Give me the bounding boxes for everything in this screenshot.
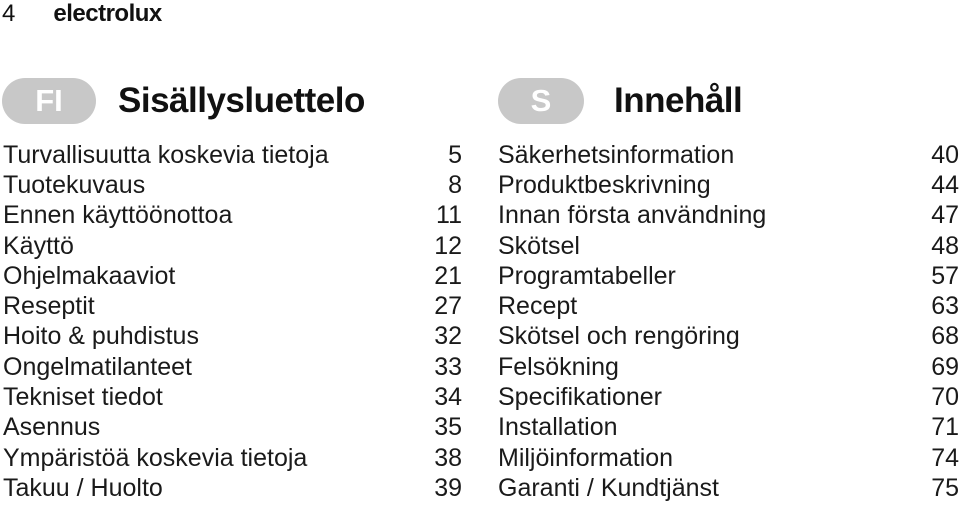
toc-entry-page-number: 33 (434, 352, 462, 381)
page-number: 4 (2, 0, 16, 27)
toc-entry-page-number: 69 (931, 352, 959, 381)
toc-entry-page-number: 47 (931, 201, 959, 230)
toc-entry-page-number: 34 (434, 383, 462, 412)
toc-entry-page-number: 63 (931, 292, 959, 321)
toc-list-fi (0, 140, 462, 504)
toc-entry-page-number: 68 (931, 322, 959, 351)
toc-entry-page-number: 74 (931, 443, 959, 472)
toc-entry (0, 443, 462, 473)
language-badge-s: S (498, 78, 584, 124)
toc-entry (0, 473, 462, 503)
toc-entry-page-number: 40 (931, 140, 959, 169)
toc-entry-label: Specifikationer (498, 383, 662, 412)
toc-entry-page-number: 48 (931, 231, 959, 260)
toc-entry (498, 291, 959, 321)
language-badge-fi: FI (2, 78, 96, 124)
toc-entry-page-number: 32 (434, 322, 462, 351)
toc-entry-label: Produktbeskrivning (498, 170, 711, 199)
section-heading-s (498, 77, 742, 125)
toc-entry (498, 443, 959, 473)
toc-entry-label: Programtabeller (498, 261, 676, 290)
toc-entry-page-number: 8 (448, 170, 462, 199)
toc-entry (0, 291, 462, 321)
toc-list-s (498, 140, 959, 504)
toc-entry (0, 140, 462, 170)
toc-entry-page-number: 70 (931, 383, 959, 412)
toc-entry (498, 231, 959, 261)
section-title-s: Innehåll (614, 81, 743, 120)
toc-entry-label: Skötsel och rengöring (498, 322, 740, 351)
toc-entry (498, 261, 959, 291)
toc-entry (498, 201, 959, 231)
toc-entry-label: Käyttö (3, 231, 74, 260)
toc-entry-page-number: 57 (931, 261, 959, 290)
toc-entry-label: Felsökning (498, 352, 619, 381)
toc-entry-label: Tekniset tiedot (3, 383, 163, 412)
toc-entry-page-number: 39 (434, 473, 462, 502)
toc-entry-label: Ohjelmakaaviot (3, 261, 176, 290)
toc-entry-label: Miljöinformation (498, 443, 674, 472)
toc-entry (498, 322, 959, 352)
toc-entry-label: Ennen käyttöönottoa (3, 201, 233, 230)
toc-entry-page-number: 71 (931, 413, 959, 442)
section-heading-fi (0, 77, 365, 125)
page-header (0, 0, 162, 34)
toc-entry (0, 322, 462, 352)
toc-entry-page-number: 27 (434, 292, 462, 321)
toc-entry-label: Ympäristöä koskevia tietoja (3, 443, 308, 472)
toc-entry-label: Garanti / Kundtjänst (498, 473, 719, 502)
toc-entry (0, 261, 462, 291)
toc-entry (498, 382, 959, 412)
toc-entry-page-number: 38 (434, 443, 462, 472)
toc-entry-label: Hoito & puhdistus (3, 322, 199, 351)
toc-entry-label: Reseptit (3, 292, 95, 321)
toc-entry-page-number: 12 (434, 231, 462, 260)
toc-entry-label: Säkerhetsinformation (498, 140, 735, 169)
toc-entry (498, 473, 959, 503)
toc-entry-page-number: 11 (436, 201, 462, 230)
toc-entry-label: Takuu / Huolto (3, 473, 163, 502)
toc-entry-page-number: 21 (434, 261, 462, 290)
toc-entry (498, 170, 959, 200)
toc-entry-page-number: 35 (434, 413, 462, 442)
toc-entry (498, 352, 959, 382)
toc-entry-label: Ongelmatilanteet (3, 352, 193, 381)
toc-entry-label: Skötsel (498, 231, 580, 260)
toc-entry-label: Innan första användning (498, 201, 767, 230)
toc-entry (0, 382, 462, 412)
toc-entry (0, 352, 462, 382)
toc-entry-label: Recept (498, 292, 578, 321)
toc-entry-label: Turvallisuutta koskevia tietoja (3, 140, 329, 169)
toc-entry (0, 231, 462, 261)
section-title-fi: Sisällysluettelo (118, 81, 365, 120)
toc-entry-page-number: 75 (931, 473, 959, 502)
toc-entry (498, 140, 959, 170)
toc-entry-page-number: 5 (448, 140, 462, 169)
brand-name: electrolux (53, 0, 162, 27)
toc-entry-page-number: 44 (931, 170, 959, 199)
toc-entry-label: Installation (498, 413, 618, 442)
toc-entry (0, 413, 462, 443)
toc-entry-label: Tuotekuvaus (3, 170, 146, 199)
toc-entry (0, 201, 462, 231)
toc-entry (0, 170, 462, 200)
toc-entry (498, 413, 959, 443)
toc-entry-label: Asennus (3, 413, 101, 442)
